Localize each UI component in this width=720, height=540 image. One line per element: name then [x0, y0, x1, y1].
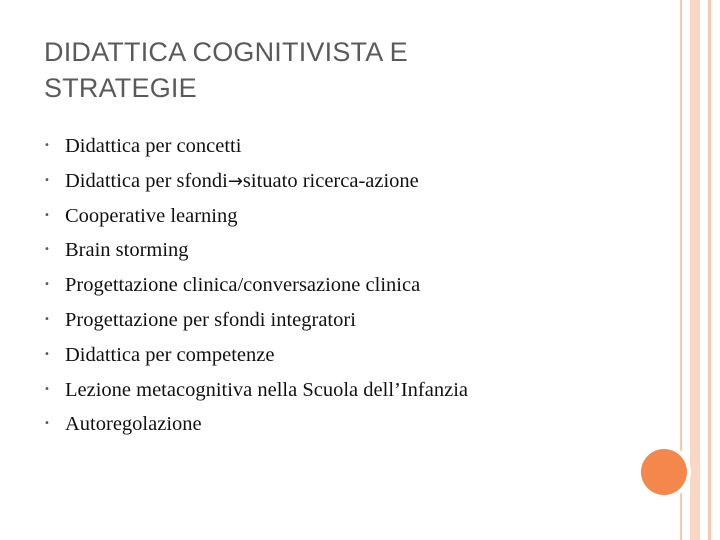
bullet-icon: • — [44, 383, 50, 395]
bullet-text-part: situato ricerca-azione — [242, 169, 419, 192]
bullet-icon: • — [44, 244, 50, 256]
bullet-icon: • — [44, 279, 50, 291]
arrow-right-icon: → — [227, 170, 243, 192]
bullet-icon: • — [44, 174, 50, 186]
decorative-border-line — [708, 0, 711, 540]
slide-title — [44, 34, 604, 106]
bullet-text: Lezione metacognitiva nella Scuola dell’Infanzia — [65, 378, 468, 401]
bullet-text: Progettazione clinica/conversazione clinica — [65, 274, 421, 297]
bullet-text: Progettazione per sfondi integratori — [65, 308, 356, 331]
title-line-1: DIDATTICA COGNITIVISTA E — [44, 37, 408, 67]
bullet-text: Didattica per competenze — [65, 343, 275, 366]
bullet-icon: • — [44, 313, 50, 325]
bullet-text: Cooperative learning — [65, 204, 238, 227]
bullet-icon: • — [44, 209, 50, 221]
decorative-border-strip — [690, 0, 700, 540]
bullet-text: Autoregolazione — [65, 413, 202, 436]
bullet-icon: • — [44, 140, 50, 151]
bullet-text — [65, 166, 419, 197]
decorative-circle — [641, 449, 687, 495]
bullet-icon: • — [44, 418, 50, 430]
bullet-icon: • — [44, 348, 50, 360]
title-line-2: STRATEGIE — [44, 73, 197, 103]
bullet-text: Didattica per concetti — [65, 135, 242, 157]
bullet-text-part: Didattica per sfondi — [65, 169, 228, 192]
bullet-text: Brain storming — [65, 239, 189, 262]
